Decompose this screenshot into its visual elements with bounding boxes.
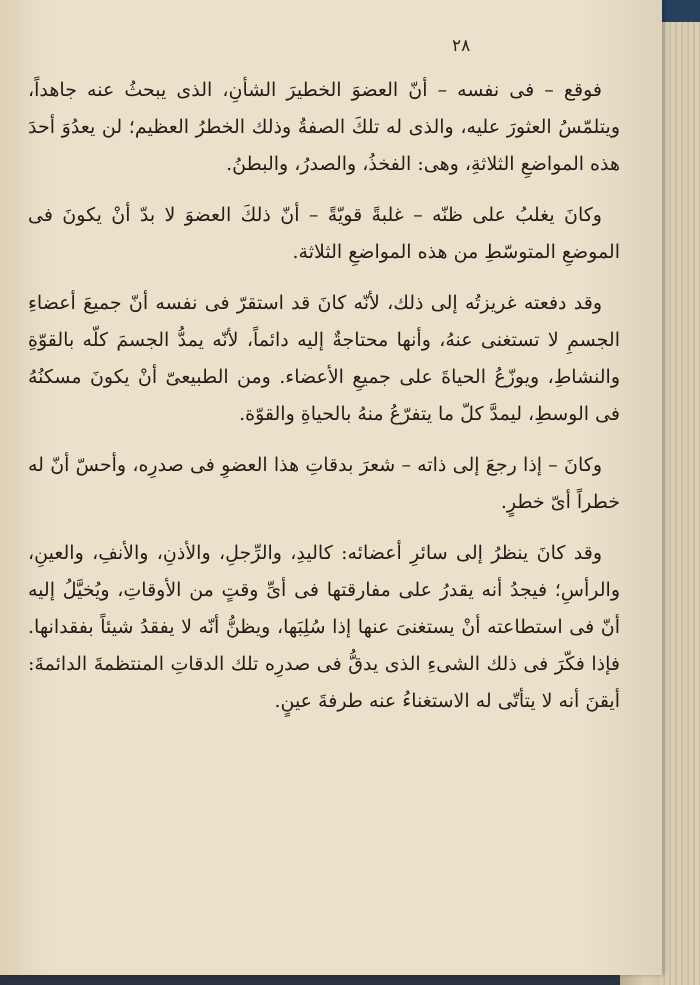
paragraph-3: وقد دفعته غريزتُه إلى ذلك، لأنّه كانَ قد استقرّ فى نفسه أنّ جميعَ أعضاءِ الجسمِ لا تستغنى عنهُ، وأنها محتاجةٌ إليه دائماً، لأنّه يمدُّ الجسمَ كلّه بالقوّةِ والنشاطِ، ويوزّعُ الحياةَ على جميعِ الأعضاء. ومن الطبيعىّ أنْ يكونَ مسكنُهُ فى الوسطِ، ليمدَّ كلّ ما يتفرّعُ منهُ بالحياةِ والقوّة. bbox=[28, 292, 620, 425]
paragraph-4: وكانَ – إذا رجعَ إلى ذاته – شعرَ بدقاتِ هذا العضوِ فى صدرِه، وأحسّ أنّ له خطراً أىّ خطرٍ. bbox=[28, 454, 620, 513]
page-number: ٢٨ bbox=[452, 36, 471, 56]
paragraph-5: وقد كانَ ينظرُ إلى سائرِ أعضائه: كاليدِ، والرِّجلِ، والأذنِ، والأنفِ، والعينِ، والرأسِ؛ فيجدُ أنه يقدرُ على مفارقتها فى أىِّ وقتٍ من الأوقاتِ، ويُخيَّلُ إليه أنّ فى استطاعته أنْ يستغنىَ عنها إذا سُلِبَها، ويظنُّ أنّه لا يفقدُ شيئاً بفقدانها. فإذا فكّرَ فى ذلك الشىءِ الذى يدقُّ فى صدرِه تلك الدقاتِ المنتظمةَ الدائمةَ: أيقنَ أنه لا يتأتّى له الاستغناءُ عنه طرفةَ عينٍ. bbox=[28, 542, 620, 712]
paragraph-2: وكانَ يغلبُ على ظنّه – غلبةً قويّةً – أنّ ذلكَ العضوَ لا بدّ أنْ يكونَ فى الموضعِ المتوسّطِ من هذه المواضعِ الثلاثة. bbox=[28, 204, 620, 263]
page-text bbox=[28, 72, 620, 734]
page-stack-edges bbox=[660, 0, 700, 985]
paragraph-1: فوقع – فى نفسه – أنّ العضوَ الخطيرَ الشأنِ، الذى يبحثُ عنه جاهداً، ويتلمّسُ العثورَ عليه، والذى له تلكَ الصفةُ وذلك الخطرُ العظيم؛ لن يعدُوَ أحدَ هذه المواضعِ الثلاثةِ، وهى: الفخذُ، والصدرُ، والبطنُ. bbox=[28, 79, 620, 175]
